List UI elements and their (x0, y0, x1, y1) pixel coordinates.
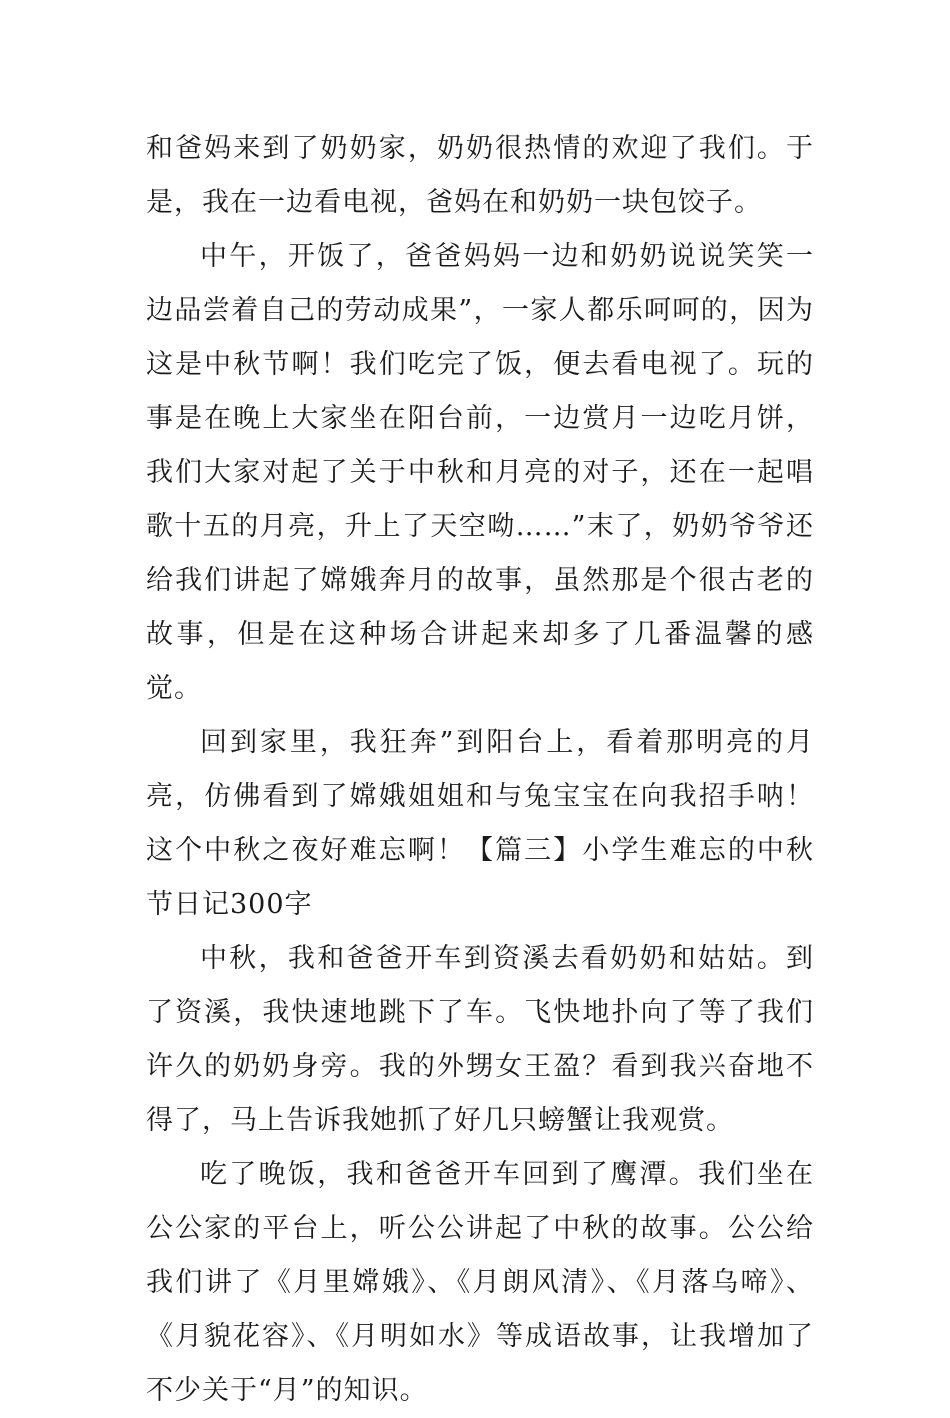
paragraph-2: 中午，开饭了，爸爸妈妈一边和奶奶说说笑笑一边品尝着自己的劳动成果”，一家人都乐呵呵的，因为这是中秋节啊！我们吃完了饭，便去看电视了。玩的事是在晚上大家坐在阳台前，一边赏月一边吃月饼，我们大家对起了关于中秋和月亮的对子，还在一起唱歌十五的月亮，升上了天空呦……”末了，奶奶爷爷还给我们讲起了嫦娥奔月的故事，虽然那是个很古老的故事，但是在这种场合讲起来却多了几番温馨的感觉。 (146, 241, 814, 704)
paragraph-1: 和爸妈来到了奶奶家，奶奶很热情的欢迎了我们。于是，我在一边看电视，爸妈在和奶奶一块包饺子。 (146, 133, 814, 218)
paragraph-4: 中秋，我和爸爸开车到资溪去看奶奶和姑姑。到了资溪，我快速地跳下了车。飞快地扑向了等了我们许久的奶奶身旁。我的外甥女王盈？看到我兴奋地不得了，马上告诉我她抓了好几只螃蟹让我观赏。 (146, 943, 814, 1136)
body-text (146, 122, 814, 1418)
paragraph-3: 回到家里，我狂奔”到阳台上，看着那明亮的月亮，仿佛看到了嫦娥姐姐和与兔宝宝在向我招手呐！这个中秋之夜好难忘啊！【篇三】小学生难忘的中秋节日记300字 (146, 727, 814, 920)
paragraph-5: 吃了晚饭，我和爸爸开车回到了鹰潭。我们坐在公公家的平台上，听公公讲起了中秋的故事。公公给我们讲了《月里嫦娥》、《月朗风清》、《月落乌啼》、《月貌花容》、《月明如水》等成语故事，让我增加了不少关于“月”的知识。 (146, 1159, 814, 1406)
